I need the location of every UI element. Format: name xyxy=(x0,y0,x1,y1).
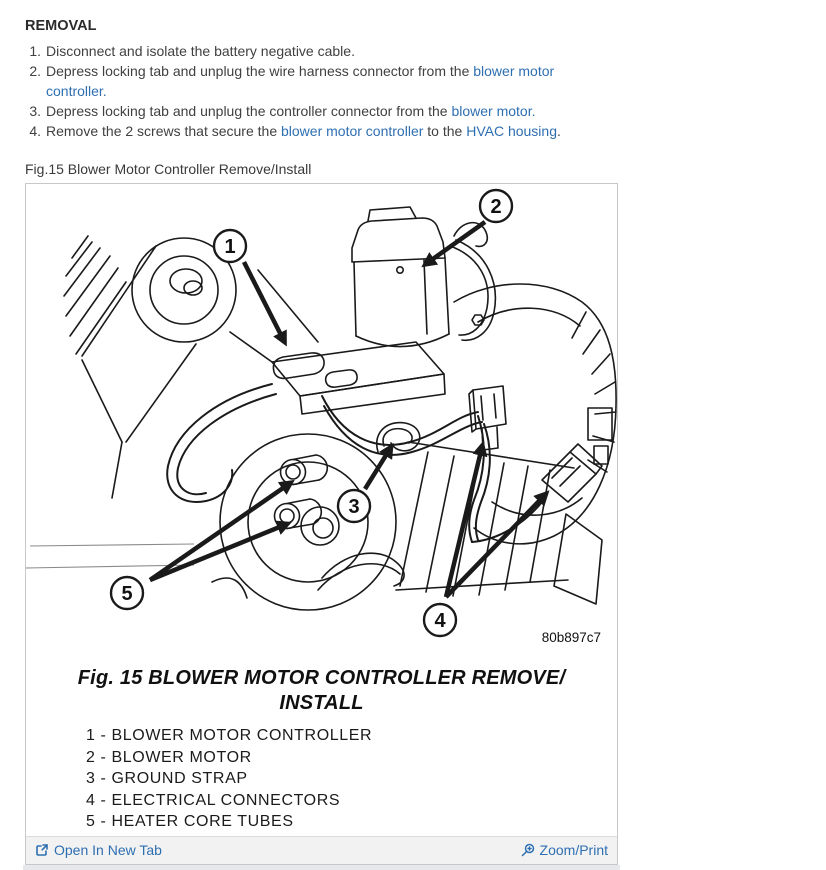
open-in-new-tab-label: Open In New Tab xyxy=(54,842,162,859)
callout-3 xyxy=(338,490,370,522)
removal-heading: REMOVAL xyxy=(25,18,97,34)
step-number: 4. xyxy=(29,123,41,139)
step-text: Depress locking tab and unplug the wire harness connector from the blower motor controller. xyxy=(46,63,555,99)
svg-text:4: 4 xyxy=(434,610,446,632)
figure-toolbar xyxy=(26,836,617,864)
figure-diagram xyxy=(26,184,617,654)
hoses xyxy=(212,553,404,598)
pulley xyxy=(132,238,272,362)
removal-step-3 xyxy=(25,101,618,121)
zoom-print-link[interactable] xyxy=(521,842,608,858)
heater-core-wheel xyxy=(220,434,396,610)
figure-legend xyxy=(86,725,617,833)
legend-item: 5 - HEATER CORE TUBES xyxy=(86,813,294,831)
inline-link[interactable]: blower motor controller xyxy=(281,123,424,139)
step-text: Remove the 2 screws that secure the blower motor controller to the HVAC housing. xyxy=(46,123,561,139)
callout-arrow-1 xyxy=(244,262,282,337)
step-text: Disconnect and isolate the battery negative cable. xyxy=(46,43,355,59)
callout-4 xyxy=(424,604,456,636)
hatch-panel xyxy=(64,236,318,498)
removal-step-1 xyxy=(25,41,618,61)
inline-link[interactable]: blower motor. xyxy=(451,103,536,119)
svg-text:3: 3 xyxy=(348,496,360,518)
step-text: Depress locking tab and unplug the controller connector from the blower motor. xyxy=(46,103,536,119)
blower-motor-controller xyxy=(272,342,445,414)
hvac-housing-slats xyxy=(396,442,602,604)
open-in-new-tab-icon xyxy=(35,843,49,857)
open-in-new-tab-link[interactable] xyxy=(35,842,162,858)
ground-strap xyxy=(377,423,420,452)
inline-link[interactable]: HVAC housing xyxy=(466,123,557,139)
legend-item: 4 - ELECTRICAL CONNECTORS xyxy=(86,791,341,809)
removal-step-4 xyxy=(25,121,618,141)
blower-motor xyxy=(352,207,449,347)
figure-title-line: Fig. 15 BLOWER MOTOR CONTROLLER REMOVE/ xyxy=(77,667,566,689)
legend-item: 3 - GROUND STRAP xyxy=(86,770,248,788)
figure-title-line: INSTALL xyxy=(279,692,364,714)
drawing-code: 80b897c7 xyxy=(541,630,601,645)
figure-caption: Fig.15 Blower Motor Controller Remove/Install xyxy=(25,161,312,177)
figure-box xyxy=(25,183,618,865)
callout-2 xyxy=(480,190,512,222)
legend-item: 2 - BLOWER MOTOR xyxy=(86,748,252,766)
page-content xyxy=(25,0,618,870)
zoom-print-label: Zoom/Print xyxy=(539,842,608,859)
step-number: 2. xyxy=(29,63,41,79)
heater-core-tubes xyxy=(275,455,328,529)
figure-shadow xyxy=(23,865,620,870)
svg-text:1: 1 xyxy=(224,236,236,258)
zoom-icon xyxy=(521,843,535,857)
removal-step-2 xyxy=(25,61,618,101)
step-number: 1. xyxy=(29,43,41,59)
legend-item: 1 - BLOWER MOTOR CONTROLLER xyxy=(86,727,373,744)
svg-text:5: 5 xyxy=(121,583,133,605)
removal-steps xyxy=(25,41,618,141)
step-number: 3. xyxy=(29,103,41,119)
inline-link[interactable]: blower motor controller. xyxy=(46,63,555,99)
svg-text:2: 2 xyxy=(490,196,502,218)
callout-1 xyxy=(214,230,246,262)
callout-5 xyxy=(111,577,143,609)
figure-title xyxy=(26,666,617,716)
